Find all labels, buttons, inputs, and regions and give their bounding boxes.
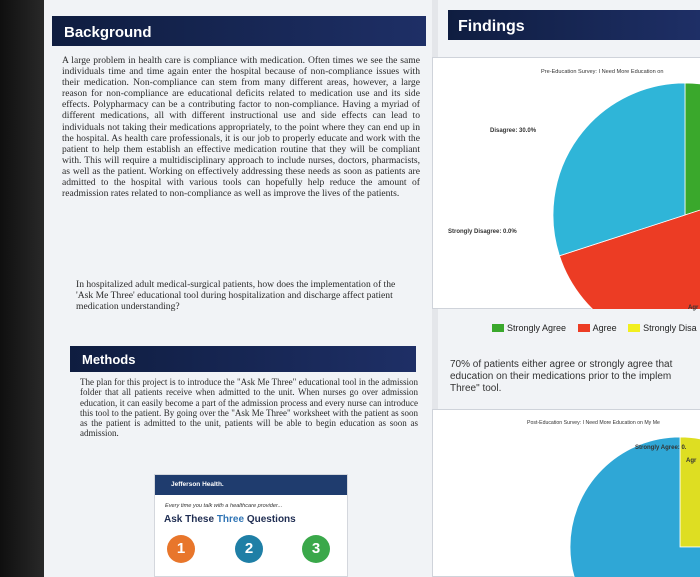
question-number-2: 2 [235, 535, 263, 563]
pre-survey-pie-chart [432, 57, 700, 309]
pie-slice-strongly-agree [685, 83, 700, 215]
slice-label-strongly-disagree: Strongly Disagree: 0.0% [448, 229, 517, 235]
ask-me-three-card [154, 474, 348, 577]
monitor-edge [0, 0, 48, 577]
post-survey-title: Post-Education Survey: I Need More Education on My Me [527, 420, 660, 426]
legend-swatch-red [578, 324, 590, 332]
card-brand: Jefferson Health. [155, 475, 347, 495]
slice-label-agree: Agr [688, 305, 699, 311]
pre-survey-legend [492, 323, 700, 335]
post-pie-slice-agree [680, 437, 700, 547]
card-title-prefix: Ask These [164, 514, 217, 525]
findings-heading: Findings [448, 10, 700, 40]
methods-paragraph: The plan for this project is to introduce the "Ask Me Three" educational tool in the admission folder that all patients receive when admitted to the unit. When nurses go over admission education, it can easily become a part of the admission process and every nurse can introduce this tool to the patient. By going over the "Ask Me Three" worksheet with the patient as soon as the patient is admitted to the unit, patients will be able to begin education as soon as admission. [80, 377, 418, 439]
legend-agree [578, 323, 617, 333]
legend-swatch-yellow [628, 324, 640, 332]
finding-line: education on their medications prior to the implem [450, 371, 672, 382]
background-paragraph: A large problem in health care is compliance with medication. Often times we see the same individuals time and time again enter the hospital because of non-compliance issues with their medication. Non-compliance can stem from many different areas, however, a large reason for non-compliance are educational deficits related to medication use and its side effects. Polypharmacy can be a contributing factor to non-compliance. Having a myriad of different medications, all with different instructional use and side effects can lead to individuals not taking their medications appropriately, to the point where they can end up in the hospital. As health care professionals, it is our job to properly educate and work with the patient to help them establish an effective medication routine that they will be compliant with. This will require a multidisciplinary approach to include nurses, doctors, pharmacists, as well as the patient. Working on effectively addressing these needs as soon as patients are admitted to the hospital with various tools can hopefully help reduce the amount of readmission rates related to non-compliance as well as improve the lives of the patients. [62, 55, 420, 200]
card-title-highlight: Three [216, 514, 245, 525]
finding-line: 70% of patients either agree or strongly agree that [450, 359, 673, 370]
findings-text [450, 359, 700, 395]
post-slice-label-agree: Agr [686, 458, 697, 464]
legend-label: Agree [592, 323, 617, 333]
card-subtitle: Every time you talk with a healthcare provider... [165, 503, 283, 509]
methods-heading: Methods [70, 346, 416, 372]
pre-survey-title: Pre-Education Survey: I Need More Education on [541, 69, 664, 75]
pico-question: In hospitalized adult medical-surgical patients, how does the implementation of the 'Ask Me Three' educational tool during hospitalization and discharge affect patient medication understanding? [76, 279, 396, 313]
post-slice-label-strongly-agree: Strongly Agree: 0. [635, 445, 687, 451]
background-heading: Background [52, 16, 426, 46]
question-number-3: 3 [302, 535, 330, 563]
legend-label: Strongly Disa [643, 323, 697, 333]
legend-swatch-green [492, 324, 504, 332]
finding-line: Three" tool. [450, 383, 502, 394]
post-survey-pie-chart [432, 409, 700, 577]
legend-strongly-agree [492, 323, 566, 333]
legend-strongly-disagree [628, 323, 697, 333]
legend-label: Strongly Agree [507, 323, 567, 333]
card-title [164, 514, 296, 525]
question-number-1: 1 [167, 535, 195, 563]
slice-label-disagree: Disagree: 30.0% [490, 128, 537, 134]
card-title-suffix: Questions [244, 514, 296, 525]
